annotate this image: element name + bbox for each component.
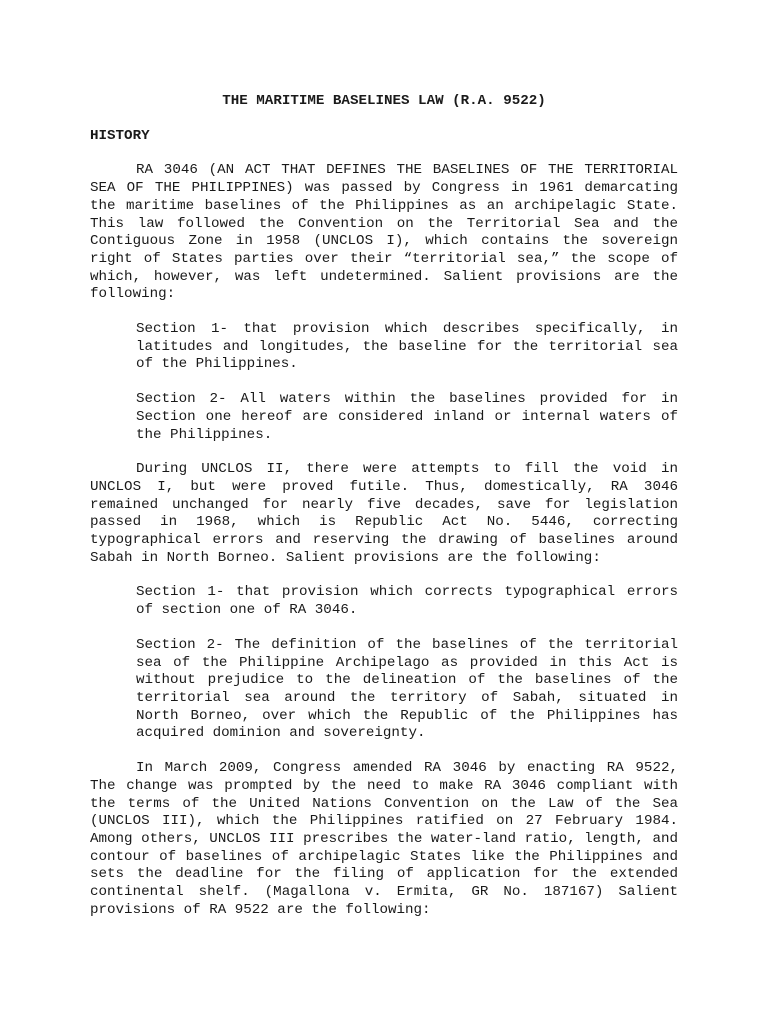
ra5446-section-2: Section 2- The definition of the baselines of the territorial sea of the Philippine Archipelago as provided in this Act is without prejudice to the delineation of the baselines of the territorial sea around the territory of Sabah, situated in North Borneo, over which the Republic of the Philippines has acquired dominion and sovereignty. — [136, 636, 678, 742]
paragraph-unclos-ii: During UNCLOS II, there were attempts to fill the void in UNCLOS I, but were proved futile. Thus, domestically, RA 3046 remained unchanged for nearly five decades, save for legislation passed in 1968, which is Republic Act No. 5446, correcting typographical errors and reserving the drawing of baselines around Sabah in North Borneo. Salient provisions are the following: — [90, 461, 678, 566]
ra3046-section-1: Section 1- that provision which describes specifically, in latitudes and longitudes, the baseline for the territorial sea of the Philippines. — [136, 321, 678, 373]
document-title: THE MARITIME BASELINES LAW (R.A. 9522) — [222, 93, 546, 109]
ra5446-section-1: Section 1- that provision which corrects typographical errors of section one of RA 3046. — [136, 584, 678, 619]
section-heading-history: HISTORY — [90, 127, 150, 144]
document-page — [90, 93, 678, 919]
paragraph-ra3046-intro: RA 3046 (AN ACT THAT DEFINES THE BASELINES OF THE TERRITORIAL SEA OF THE PHILIPPINES) was passed by Congress in 1961 demarcating the maritime baselines of the Philippines as an archipelagic State. This law followed the Convention on the Territorial Sea and the Contiguous Zone in 1958 (UNCLOS I), which contains the sovereign right of States parties over their “territorial sea,” the scope of which, however, was left undetermined. Salient provisions are the following: — [90, 162, 678, 303]
ra3046-section-2: Section 2- All waters within the baselines provided for in Section one hereof are considered inland or internal waters of the Philippines. — [136, 391, 678, 443]
paragraph-ra9522: In March 2009, Congress amended RA 3046 by enacting RA 9522, The change was prompted by the need to make RA 3046 compliant with the terms of the United Nations Convention on the Law of the Sea (UNCLOS III), which the Philippines ratified on 27 February 1984. Among others, UNCLOS III prescribes the water-land ratio, length, and contour of baselines of archipelagic States like the Philippines and sets the deadline for the filing of application for the extended continental shelf. (Magallona v. Ermita, GR No. 187167) Salient provisions of RA 9522 are the following: — [90, 760, 678, 918]
